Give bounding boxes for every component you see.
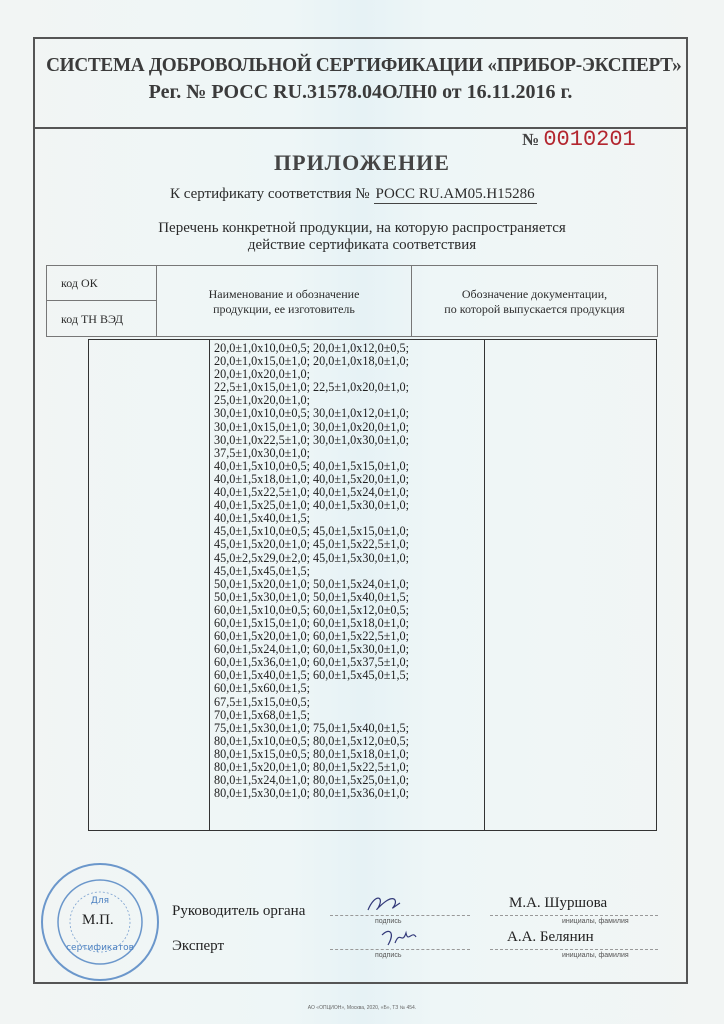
product-line: 22,5±1,0x15,0±1,0; 22,5±1,0x20,0±1,0; bbox=[214, 380, 410, 395]
header-documentation-line-1: Обозначение документации, bbox=[461, 287, 608, 301]
product-line: 20,0±1,0x15,0±1,0; 20,0±1,0x18,0±1,0; bbox=[214, 354, 410, 369]
product-line: 70,0±1,5x68,0±1,5; bbox=[214, 707, 310, 722]
product-line: 20,0±1,0x10,0±0,5; 20,0±1,0x12,0±0,5; bbox=[214, 341, 410, 355]
header-code-tn-ved: код ТН ВЭД bbox=[47, 301, 157, 337]
header-product-line-1: Наименование и обозначение bbox=[208, 287, 360, 301]
product-line: 40,0±1,5x22,5±1,0; 40,0±1,5x24,0±1,0; bbox=[214, 485, 410, 500]
seal-label: М.П. bbox=[82, 912, 114, 928]
head-name-line bbox=[490, 915, 658, 916]
stamp-text-top: Для bbox=[90, 896, 110, 906]
product-line: 40,0±1,5x25,0±1,0; 40,0±1,5x30,0±1,0; bbox=[214, 498, 410, 513]
product-line: 30,0±1,0x22,5±1,0; 30,0±1,0x30,0±1,0; bbox=[214, 432, 410, 447]
products-table bbox=[88, 339, 657, 831]
expert-signature-line bbox=[330, 949, 470, 950]
expert-signature-caption: подпись bbox=[375, 952, 402, 959]
product-line: 40,0±1,5x40,0±1,5; bbox=[214, 511, 310, 526]
expert-role-label: Эксперт bbox=[172, 938, 225, 954]
product-line: 30,0±1,0x10,0±0,5; 30,0±1,0x12,0±1,0; bbox=[214, 406, 410, 421]
product-line: 80,0±1,5x20,0±1,0; 80,0±1,5x22,5±1,0; bbox=[214, 760, 410, 774]
header-documentation-line-2: по которой выпускается продукция bbox=[444, 302, 625, 316]
product-line: 60,0±1,5x60,0±1,5; bbox=[214, 681, 310, 696]
product-line: 25,0±1,0x20,0±1,0; bbox=[214, 393, 310, 408]
documentation-column bbox=[484, 340, 485, 830]
product-line: 60,0±1,5x15,0±1,0; 60,0±1,5x18,0±1,0; bbox=[214, 615, 410, 630]
document-header bbox=[33, 37, 688, 129]
head-role-label: Руководитель органа bbox=[172, 903, 306, 919]
table-header bbox=[46, 265, 658, 337]
stamp-text-bottom: сертификатов bbox=[66, 943, 134, 953]
product-line: 50,0±1,5x30,0±1,0; 50,0±1,5x40,0±1,5; bbox=[214, 589, 410, 604]
head-signature-caption: подпись bbox=[375, 918, 402, 925]
form-number-value: 0010201 bbox=[543, 127, 636, 152]
product-line: 75,0±1,5x30,0±1,0; 75,0±1,5x40,0±1,5; bbox=[214, 720, 410, 735]
product-line: 60,0±1,5x40,0±1,5; 60,0±1,5x45,0±1,5; bbox=[214, 668, 410, 683]
expert-name: А.А. Белянин bbox=[507, 929, 594, 945]
product-line: 80,0±1,5x30,0±1,0; 80,0±1,5x36,0±1,0; bbox=[214, 786, 410, 801]
printer-footer: АО «ОПЦИОН», Москва, 2020, «Б», ТЗ № 454. bbox=[307, 1005, 417, 1011]
expert-name-line bbox=[490, 949, 658, 950]
head-name: М.А. Шуршова bbox=[509, 895, 608, 911]
product-line: 45,0±1,5x10,0±0,5; 45,0±1,5x15,0±1,0; bbox=[214, 524, 410, 539]
certificate-label: К сертификату соответствия № bbox=[170, 186, 370, 202]
product-line: 60,0±1,5x36,0±1,0; 60,0±1,5x37,5±1,0; bbox=[214, 655, 410, 670]
product-line: 67,5±1,5x15,0±0,5; bbox=[214, 694, 310, 709]
description-line-1: Перечень конкретной продукции, на которую распространяется bbox=[158, 220, 566, 236]
expert-name-caption: инициалы, фамилия bbox=[562, 952, 629, 959]
product-line: 45,0±2,5x29,0±2,0; 45,0±1,5x30,0±1,0; bbox=[214, 550, 410, 565]
product-line: 45,0±1,5x45,0±1,5; bbox=[214, 563, 310, 578]
description bbox=[0, 220, 724, 254]
description-line-2: действие сертификата соответствия bbox=[247, 237, 477, 253]
product-line: 40,0±1,5x10,0±0,5; 40,0±1,5x15,0±1,0; bbox=[214, 458, 410, 473]
header-code-ok: код ОК bbox=[47, 266, 157, 301]
product-line: 50,0±1,5x20,0±1,0; 50,0±1,5x24,0±1,0; bbox=[214, 576, 410, 591]
product-line: 40,0±1,5x18,0±1,0; 40,0±1,5x20,0±1,0; bbox=[214, 471, 410, 486]
product-line: 80,0±1,5x15,0±0,5; 80,0±1,5x18,0±1,0; bbox=[214, 746, 410, 761]
product-line: 60,0±1,5x10,0±0,5; 60,0±1,5x12,0±0,5; bbox=[214, 602, 410, 617]
product-line: 80,0±1,5x10,0±0,5; 80,0±1,5x12,0±0,5; bbox=[214, 733, 410, 748]
header-product bbox=[157, 266, 412, 336]
product-line: 20,0±1,0x20,0±1,0; bbox=[214, 367, 310, 382]
registration-number: Рег. № РОСС RU.31578.04ОЛН0 от 16.11.2016 г. bbox=[148, 81, 573, 103]
page-title: ПРИЛОЖЕНИЕ bbox=[274, 150, 450, 175]
header-product-line-2: продукции, ее изготовитель bbox=[213, 302, 355, 316]
certificate-number: РОСС RU.AM05.H15286 bbox=[375, 186, 535, 202]
codes-column bbox=[89, 340, 210, 830]
system-name: СИСТЕМА ДОБРОВОЛЬНОЙ СЕРТИФИКАЦИИ «ПРИБОР-ЭКСПЕРТ» bbox=[46, 54, 682, 76]
product-line: 60,0±1,5x24,0±1,0; 60,0±1,5x30,0±1,0; bbox=[214, 642, 410, 657]
product-line: 60,0±1,5x20,0±1,0; 60,0±1,5x22,5±1,0; bbox=[214, 629, 410, 644]
certificate-reference bbox=[170, 186, 537, 204]
expert-signature bbox=[380, 925, 420, 949]
product-line: 37,5±1,0x30,0±1,0; bbox=[214, 445, 310, 460]
product-line: 45,0±1,5x20,0±1,0; 45,0±1,5x22,5±1,0; bbox=[214, 537, 410, 552]
header-documentation bbox=[412, 266, 657, 336]
product-line: 30,0±1,0x15,0±1,0; 30,0±1,0x20,0±1,0; bbox=[214, 419, 410, 434]
head-name-caption: инициалы, фамилия bbox=[562, 918, 629, 925]
head-signature bbox=[360, 888, 410, 916]
number-sign: № bbox=[522, 130, 540, 149]
form-number bbox=[522, 127, 636, 152]
products-column bbox=[210, 342, 488, 800]
product-line: 80,0±1,5x24,0±1,0; 80,0±1,5x25,0±1,0; bbox=[214, 773, 410, 788]
